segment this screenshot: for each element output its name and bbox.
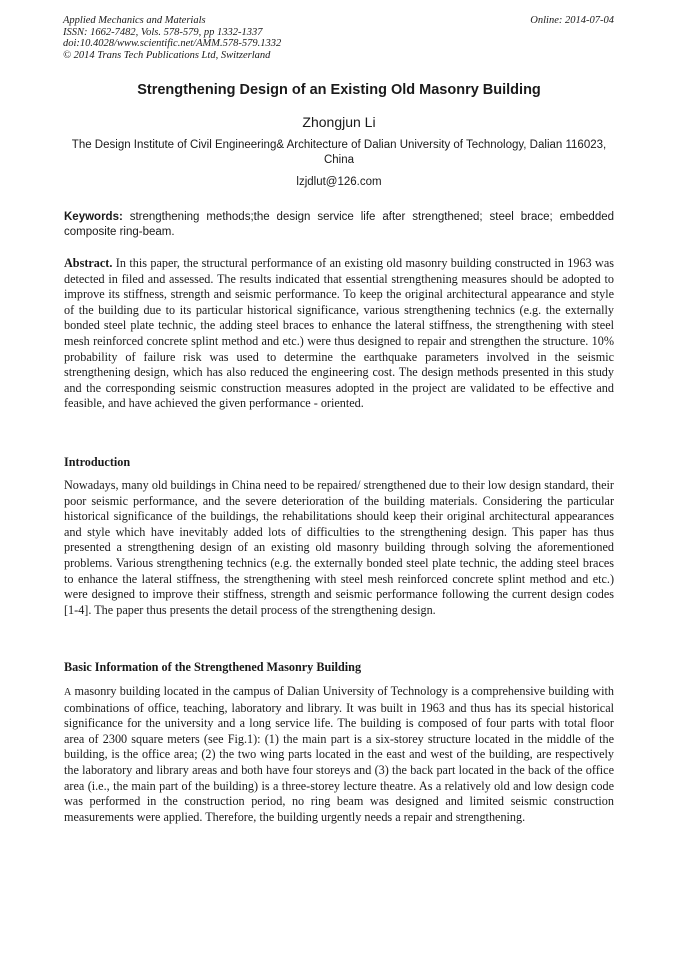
basic-info-first-letter: A (64, 687, 72, 698)
keywords-label: Keywords: (64, 211, 123, 223)
abstract-label: Abstract. (64, 256, 113, 270)
basic-info-text: masonry building located in the campus of Dalian University of Technology is a comprehensive building with combinations of office, teaching, laboratory and library. It was built in 1963 and thus has its special historical significance for the university and a long service life. The building is composed of four parts with total floor area of 2300 square meters (see Fig.1): (1) the main part is a six-storey structure located in the middle of the building, is the office area; (2) the two wing parts located in the east and west of the building, are respectively the laboratory and library areas and both have four storeys and (3) the back part located in the back of the office area (i.e., the main part of the building) is a three-storey lecture theatre. As a relatively old and low design code was performed in the construction period, no ring beam was designed and limited seismic construction measurements were applied. Therefore, the building urgently needs a repair and strengthening. (64, 684, 614, 824)
basic-info-paragraph (64, 684, 614, 825)
introduction-paragraph: Nowadays, many old buildings in China need to be repaired/ strengthened due to their low design standard, their poor seismic performance, and the severe deterioration of the building materials. Considering the particular historical significance of the buildings, the rehabilitations should keep their original architectural appearances and style which have inevitably added lots of difficulties to the strengthening design. This paper has thus presented a strengthening design of an existing old masonry building through solving the aforementioned problems. Various strengthening technics (e.g. the externally bonded steel plate technic, the adding steel braces to enhance the lateral stiffness, the strengthening with steel mesh reinforced concrete splint method and etc.) were designed to improve their stiffness, strength and seismic performance following the current design codes [1-4]. The paper thus presents the detail process of the strengthening design. (64, 478, 614, 617)
basic-info-heading: Basic Information of the Strengthened Masonry Building (64, 660, 362, 674)
online-date: Online: 2014-07-04 (530, 15, 614, 26)
keywords-paragraph (64, 210, 614, 239)
abstract-paragraph (64, 256, 614, 412)
author-name: Zhongjun Li (302, 114, 376, 130)
doi-line[interactable]: doi:10.4028/www.scientific.net/AMM.578-579.1332 (63, 38, 282, 49)
copyright-line: © 2014 Trans Tech Publications Ltd, Switzerland (63, 49, 271, 61)
abstract-text: In this paper, the structural performance of an existing old masonry building constructed in 1963 was detected in filed and assessed. The results indicated that essential strengthening measures should be adopted to improve its stiffness, strength and seismic performance. To keep the original architectural appearance and style of the building due to its particular historical significance, various strengthening technics (e.g. the externally bonded steel plate technic, the adding steel braces to enhance the lateral stiffness, the strengthening with steel mesh reinforced concrete splint method and etc.) were thus designed to repair and strengthen the structure. 10% probability of failure risk was used to determine the earthquake parameters involved in the seismic strengthening design, which has also reduced the engineering cost. The design methods presented in this study and the corresponding seismic construction measures adopted in the project are validated to be effective and feasible, and have achieved the given performance - oriented. (64, 256, 614, 411)
introduction-heading: Introduction (64, 455, 131, 469)
author-affiliation: The Design Institute of Civil Engineering& Architecture of Dalian University of Technology, Dalian 116023, China (71, 139, 607, 166)
issn-line: ISSN: 1662-7482, Vols. 578-579, pp 1332-1337 (63, 26, 263, 38)
keywords-text: strengthening methods;the design service life after strengthened; steel brace; embedded composite ring-beam. (64, 211, 614, 238)
journal-metadata (63, 15, 281, 61)
paper-title: Strengthening Design of an Existing Old Masonry Building (137, 82, 541, 98)
author-email[interactable]: lzjdlut@126.com (296, 176, 382, 188)
journal-name: Applied Mechanics and Materials (63, 15, 206, 26)
